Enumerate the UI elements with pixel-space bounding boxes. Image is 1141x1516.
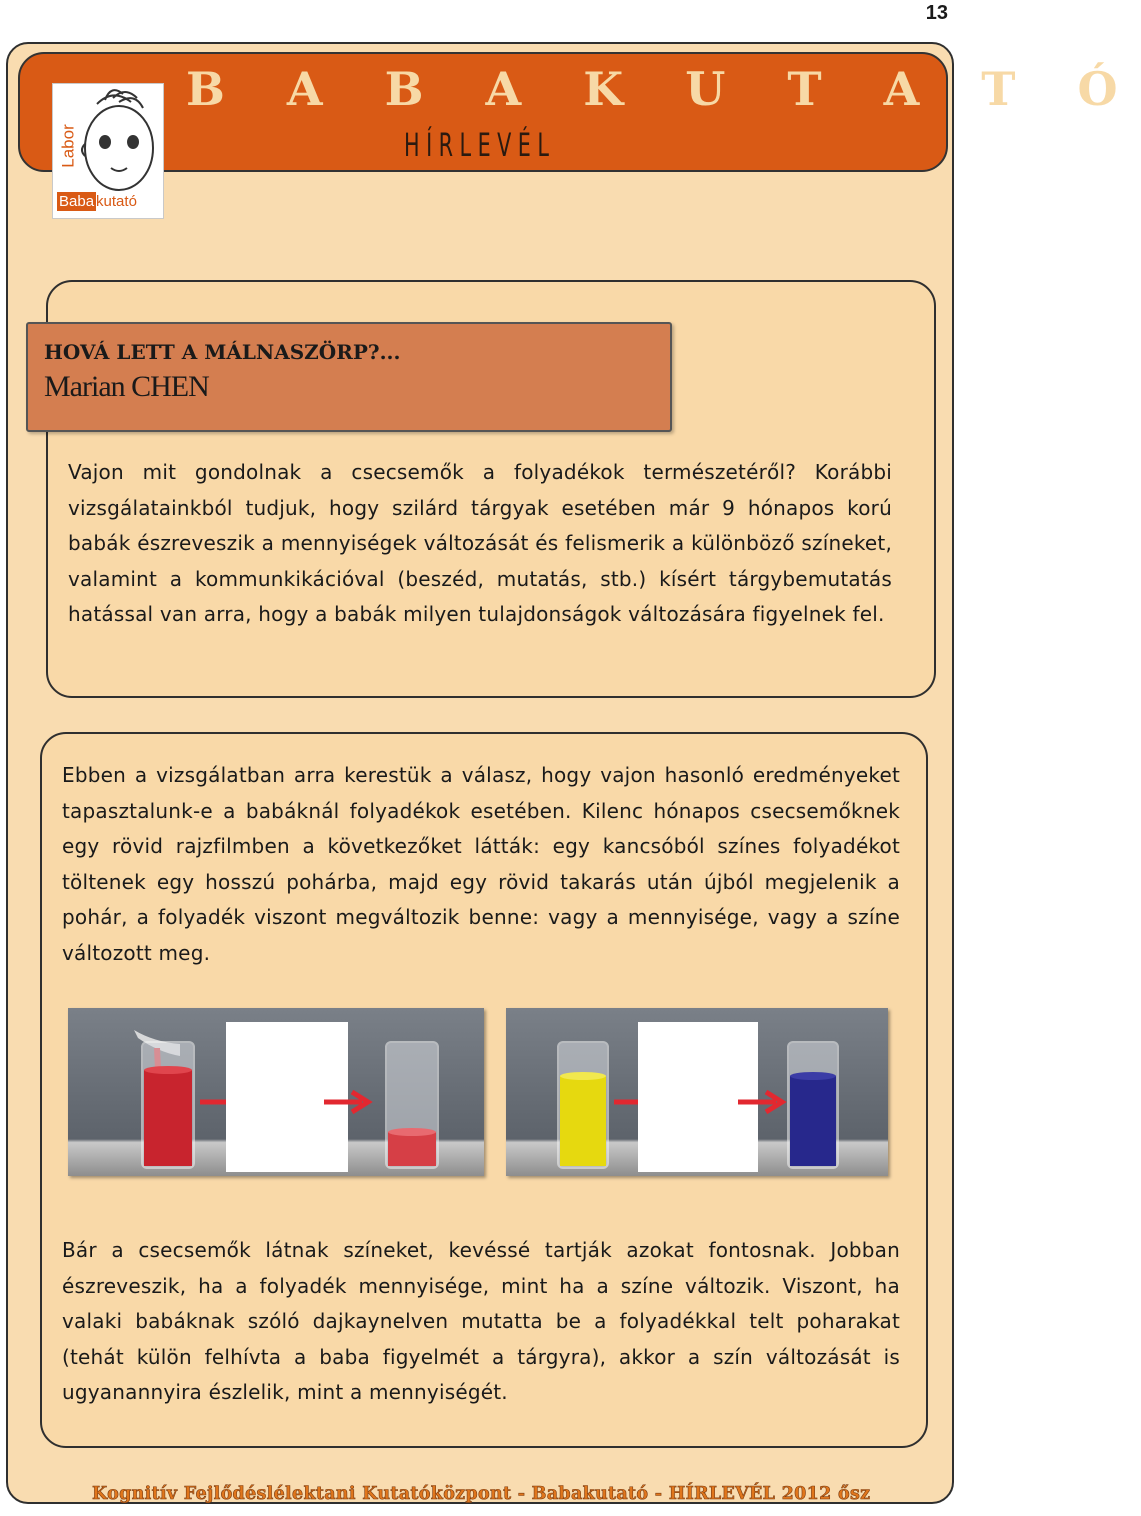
- footer: Kognitív Fejlődéslélektani Kutatóközpont - Babakutató - HÍRLEVÉL 2012 ősz: [92, 1484, 871, 1504]
- newsletter-subtitle: HÍRLEVÉL: [404, 126, 556, 164]
- intro-paragraph: Vajon mit gondolnak a csecsemők a folyadékok természetéről? Korábbi vizsgálatainkból tudjuk, hogy szilárd tárgyak esetében már 9 hónapos korú babák észreveszik a mennyiségek változását és felismerik a különböző színeket, valamint a kommunkikációval (beszéd, mutatás, stb.) kísért tárgybemutatás hatással van arra, hogy a babák milyen tulajdonságok változására figyelnek fel.: [68, 460, 892, 627]
- article-author: Marian CHEN: [44, 370, 209, 403]
- method-paragraph: Ebben a vizsgálatban arra kerestük a válasz, hogy vajon hasonló eredményeket tapasztalunk-e a babáknál folyadékok esetében. Kilenc hónapos csecsemőknek egy rövid rajzfilmben a következőket látták: egy kancsóból színes folyadékot töltenek egy hosszú pohárba, majd egy rövid takarás után újból megjelenik a pohár, a folyadék viszont megváltozik benne: vagy a mennyisége, vagy a színe változott meg.: [62, 763, 900, 965]
- newsletter-title: B A B A K U T A T Ó: [186, 62, 1141, 116]
- page-number: 13: [925, 2, 948, 24]
- logo-brand: [57, 190, 159, 214]
- article-title: HOVÁ LETT A MÁLNASZÖRP?...: [44, 340, 401, 364]
- result-paragraph: Bár a csecsemők látnak színeket, kevéssé tartják azokat fontosnak. Jobban észreveszik, ha a folyadék mennyisége, mint ha a színe változik. Viszont, ha valaki babáknak szóló dajkaynelven mutatta be a folyadékkal telt poharakat (tehát külön felhívta a baba figyelmét a tárgyra), akkor a szín változását is ugyanannyira észlelik, mint a mennyiségét.: [62, 1238, 900, 1405]
- logo-brand-part2: kutató: [96, 193, 137, 210]
- logo-brand-part1: Baba: [59, 193, 95, 210]
- logo-vertical-text: Labor: [58, 124, 78, 168]
- logo: [52, 83, 164, 219]
- color-change-photo: [506, 1008, 888, 1176]
- article-header: [26, 322, 672, 432]
- quantity-change-photo: [68, 1008, 484, 1176]
